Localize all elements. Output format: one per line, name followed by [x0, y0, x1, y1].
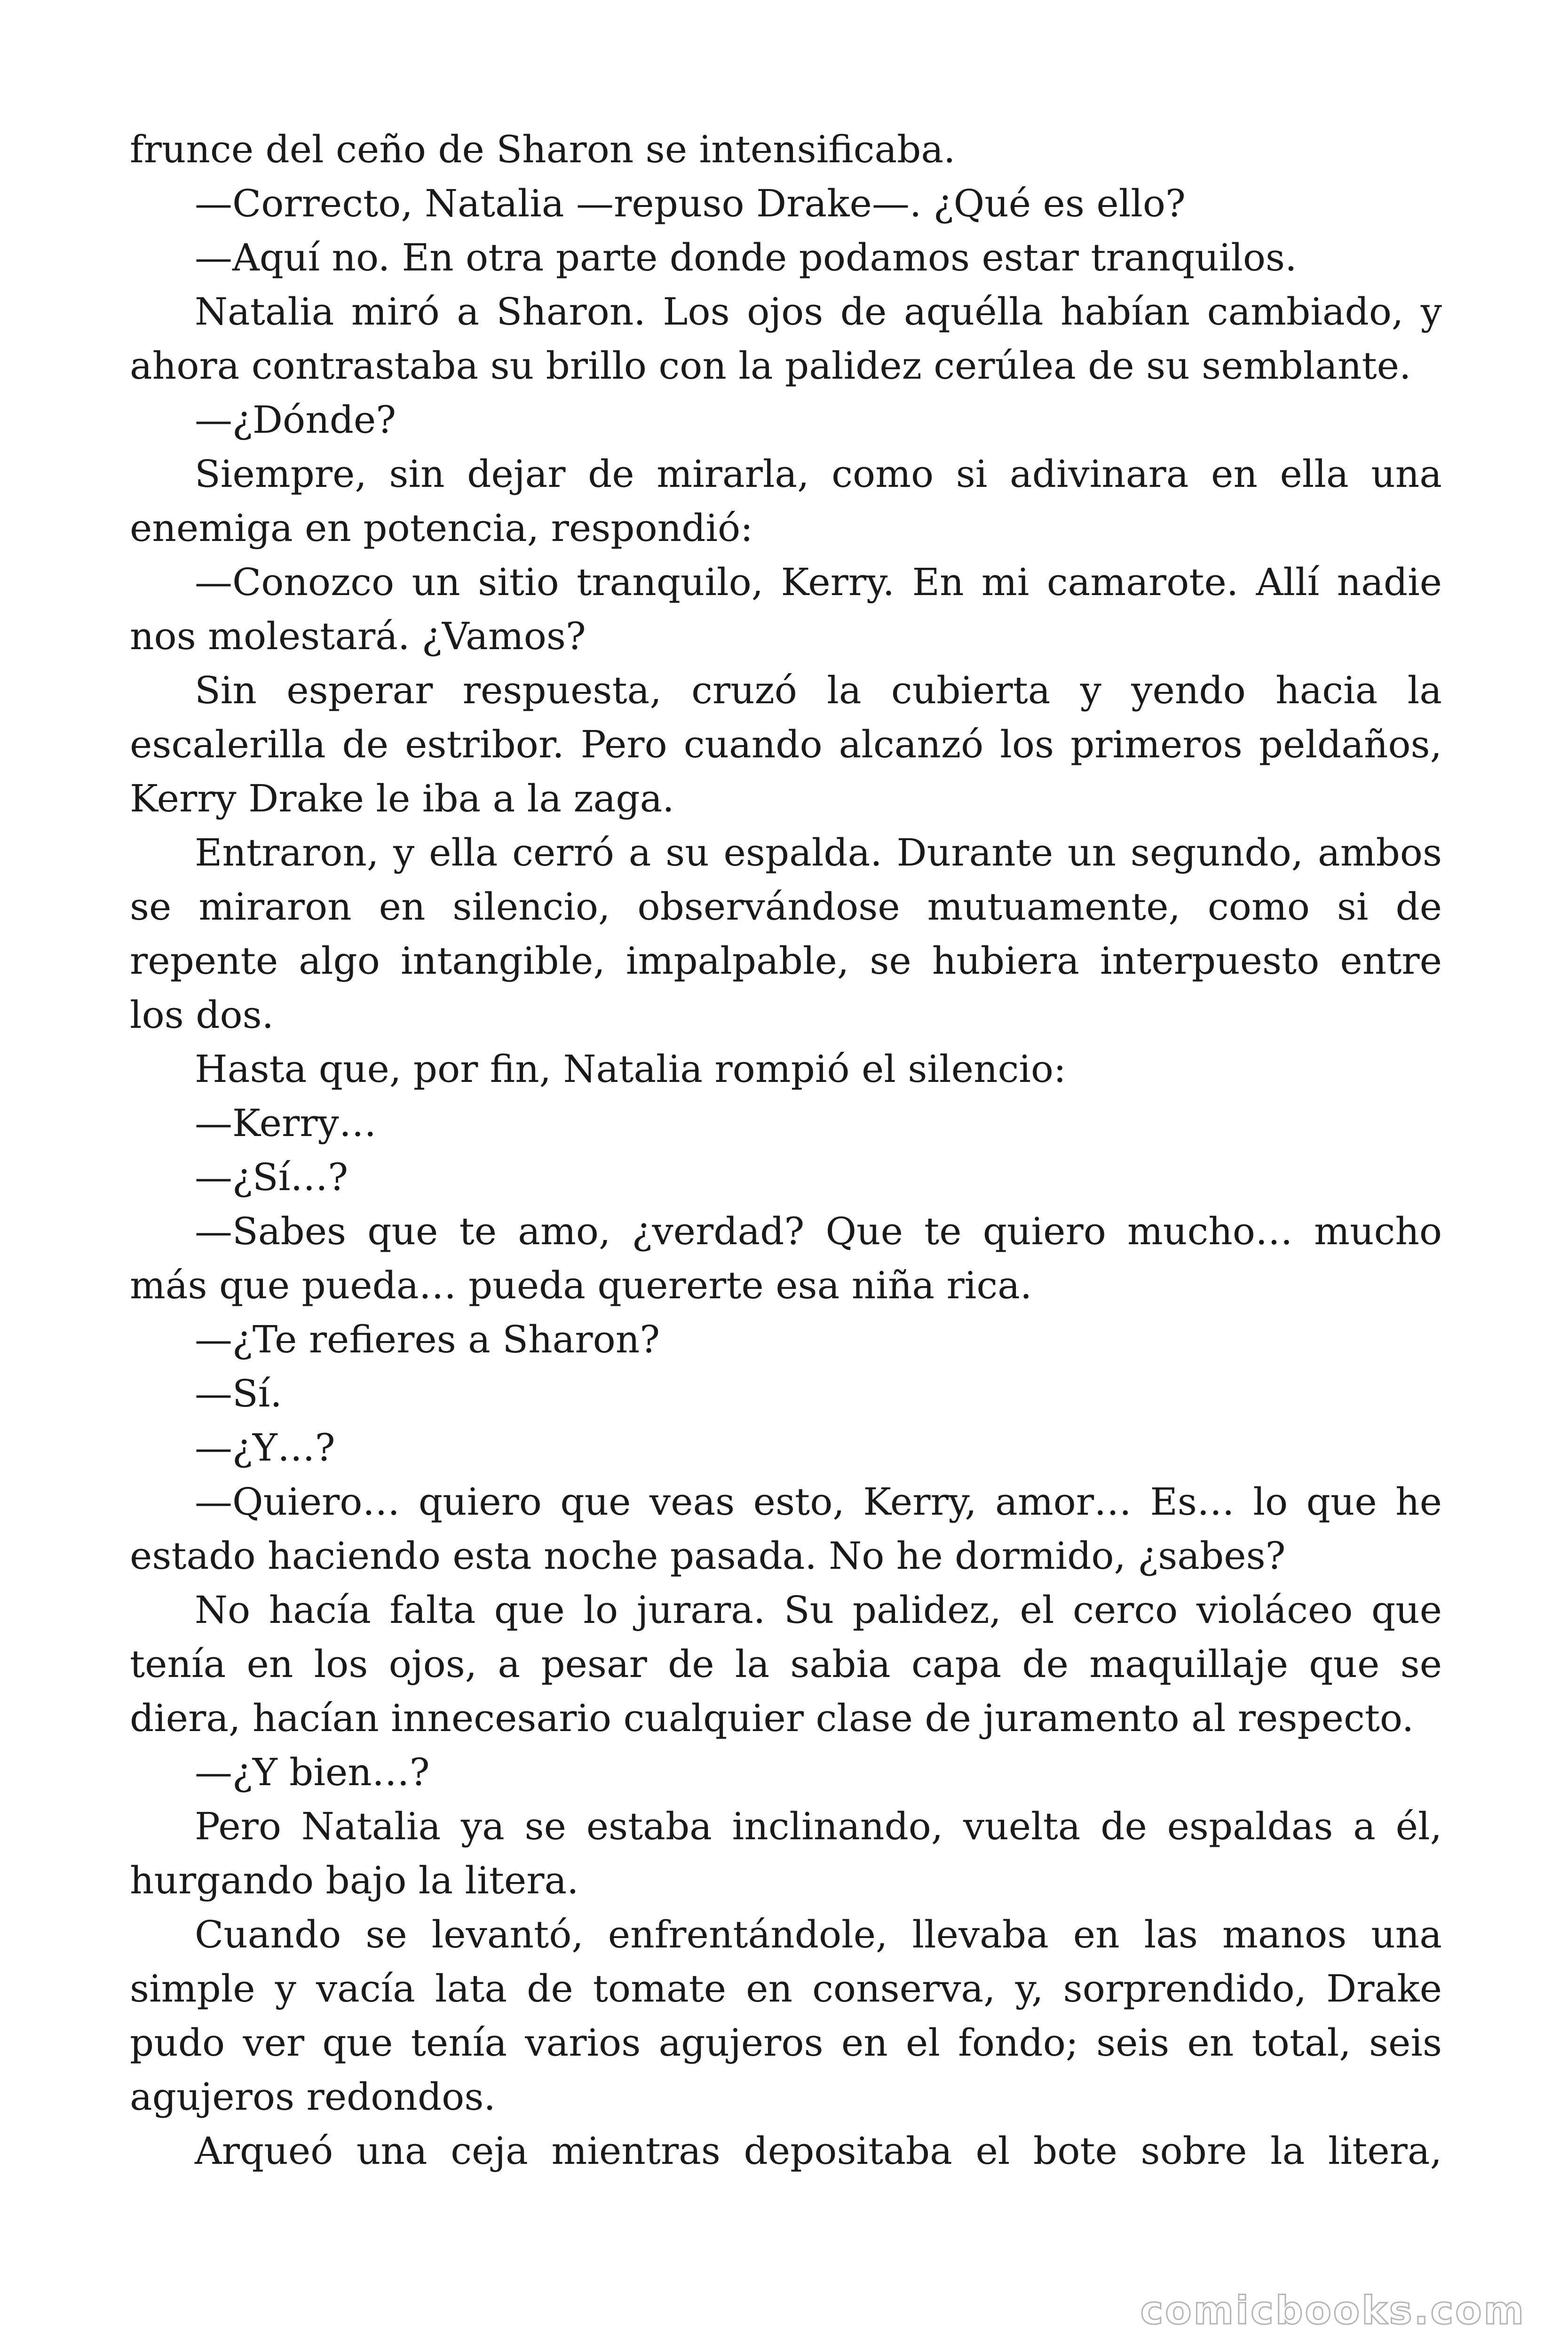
paragraph-8: Sin esperar respuesta, cruzó la cubierta y yendo hacia la escalerilla de estribor. Pero cuando alcanzó los primeros peldaños, Kerry Drake le iba a la zaga.	[130, 668, 1442, 820]
paragraph-22: Arqueó una ceja mientras depositaba el bote sobre la litera,	[195, 2129, 1442, 2173]
body-text	[130, 122, 1442, 2178]
paragraph-5: —¿Dónde?	[195, 398, 396, 442]
paragraph-19: —¿Y bien…?	[195, 1750, 430, 1794]
paragraph-11: —Kerry…	[195, 1101, 377, 1145]
paragraph-7: —Conozco un sitio tranquilo, Kerry. En mi camarote. Allí nadie nos molestará. ¿Vamos?	[130, 560, 1442, 658]
paragraph-6: Siempre, sin dejar de mirarla, como si adivinara en ella una enemiga en potencia, respondió:	[130, 452, 1442, 550]
paragraph-4: Natalia miró a Sharon. Los ojos de aquélla habían cambiado, y ahora contrastaba su brillo con la palidez cerúlea de su semblante.	[130, 290, 1442, 388]
paragraph-2: —Correcto, Natalia —repuso Drake—. ¿Qué es ello?	[195, 182, 1186, 225]
paragraph-12: —¿Sí…?	[195, 1155, 348, 1199]
paragraph-3: —Aquí no. En otra parte donde podamos estar tranquilos.	[195, 236, 1297, 279]
paragraph-13: —Sabes que te amo, ¿verdad? Que te quiero mucho… mucho más que pueda… pueda quererte esa niña rica.	[130, 1209, 1442, 1307]
watermark: comicbooks.com	[1140, 2288, 1526, 2333]
paragraph-20: Pero Natalia ya se estaba inclinando, vuelta de espaldas a él, hurgando bajo la litera.	[130, 1804, 1442, 1902]
paragraph-15: —Sí.	[195, 1372, 282, 1415]
paragraph-10: Hasta que, por fin, Natalia rompió el silencio:	[195, 1047, 1066, 1091]
paragraph-21: Cuando se levantó, enfrentándole, llevaba en las manos una simple y vacía lata de tomate en conserva, y, sorprendido, Drake pudo ver que tenía varios agujeros en el fondo; seis en total, seis agujeros redondos.	[130, 1913, 1442, 2119]
paragraph-16: —¿Y…?	[195, 1426, 335, 1470]
paragraph-17: —Quiero… quiero que veas esto, Kerry, amor… Es… lo que he estado haciendo esta noche pasada. No he dormido, ¿sabes?	[130, 1480, 1442, 1578]
paragraph-18: No hacía falta que lo jurara. Su palidez, el cerco violáceo que tenía en los ojos, a pesar de la sabia capa de maquillaje que se diera, hacían innecesario cualquier clase de juramento al respecto.	[130, 1588, 1442, 1740]
paragraph-1: frunce del ceño de Sharon se intensificaba.	[130, 127, 956, 171]
paragraph-9: Entraron, y ella cerró a su espalda. Durante un segundo, ambos se miraron en silencio, observándose mutuamente, como si de repente algo intangible, impalpable, se hubiera interpuesto entre los dos.	[130, 831, 1442, 1037]
paragraph-14: —¿Te refieres a Sharon?	[195, 1318, 660, 1361]
